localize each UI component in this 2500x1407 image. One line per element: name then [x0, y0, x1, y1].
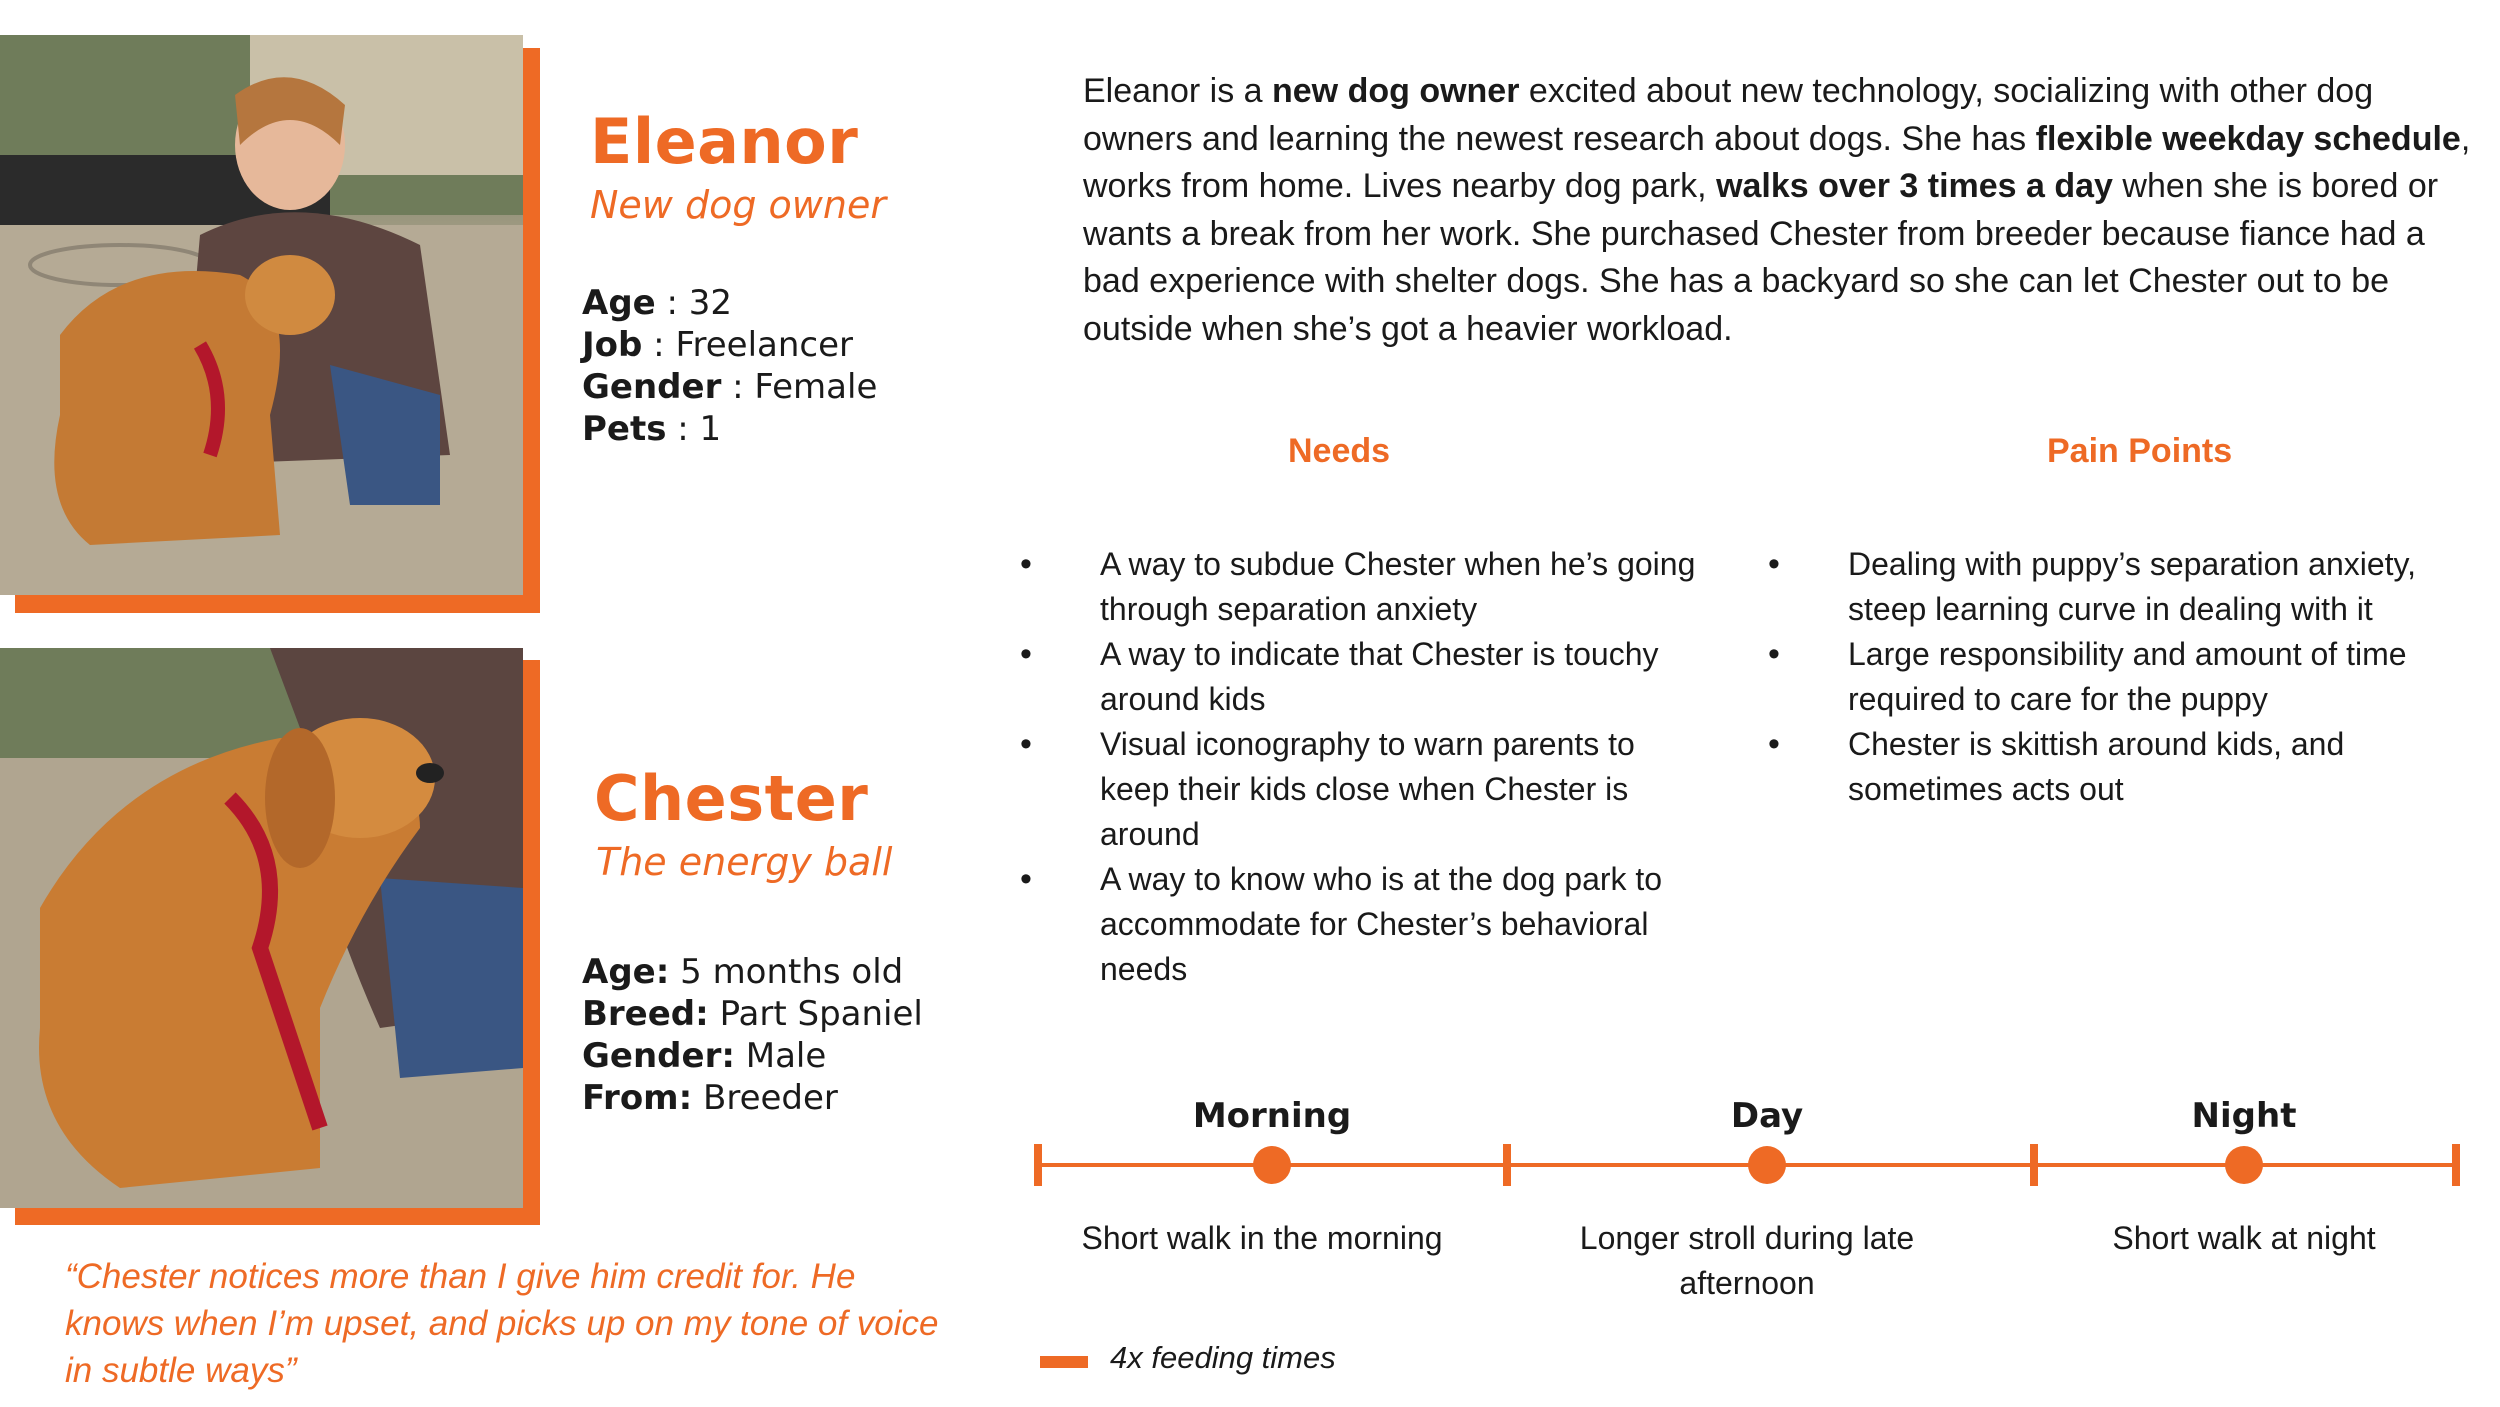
feeding-legend-swatch	[1040, 1356, 1088, 1368]
timeline-tick-start	[1034, 1144, 1042, 1186]
timeline-label-morning: Morning	[1192, 1096, 1352, 1136]
owner-facts	[582, 282, 877, 450]
bio-paragraph: Eleanor is a new dog owner excited about new technology, socializing with other dog owners and learning the newest research about dogs. She has flexible weekday schedule, works from home. Lives nearby dog park, walks over 3 times a day when she is bored or wants a break from her work. She purchased Chester from breeder because fiance had a bad experience with shelter dogs. She has a backyard so she can let Chester out to be outside when she’s got a heavier workload.	[1083, 72, 2471, 348]
chester-photo	[0, 648, 523, 1208]
needs-item: • A way to subdue Chester when he’s going through separation anxiety	[1020, 542, 1710, 632]
dog-fact-gender: Gender: Male	[582, 1036, 827, 1076]
bio-highlight-new-owner: new dog owner	[1272, 72, 1520, 110]
timeline-desc-morning: Short walk in the morning	[1081, 1220, 1443, 1256]
timeline-tick	[1503, 1144, 1511, 1186]
feeding-legend-label: 4x feeding times	[1110, 1340, 1336, 1375]
owner-fact-gender: Gender : Female	[582, 367, 878, 407]
timeline-desc-night: Short walk at night	[2112, 1220, 2376, 1256]
dog-facts	[582, 951, 923, 1119]
needs-item: • A way to know who is at the dog park to accommodate for Chester’s behavioral needs	[1020, 857, 1710, 992]
dog-fact-from: From: Breeder	[582, 1078, 838, 1118]
timeline-dot-night	[2225, 1146, 2263, 1184]
owner-fact-age: Age : 32	[582, 283, 733, 323]
pain-point-item: • Chester is skittish around kids, and sometimes acts out	[1768, 722, 2428, 812]
pain-point-item: • Large responsibility and amount of time required to care for the puppy	[1768, 632, 2428, 722]
timeline-tick-end	[2452, 1144, 2460, 1186]
timeline-label-night: Night	[2191, 1096, 2297, 1136]
bio-highlight-schedule: flexible weekday schedule	[2035, 119, 2461, 158]
dog-fact-breed: Breed: Part Spaniel	[582, 994, 923, 1034]
owner-fact-pets: Pets : 1	[582, 409, 722, 449]
timeline-desc-day: Longer stroll during late afternoon	[1579, 1220, 1915, 1301]
timeline-dot-day	[1748, 1146, 1786, 1184]
timeline-label-day: Day	[1730, 1096, 1804, 1136]
dog-name: Chester	[594, 762, 869, 835]
pain-point-item: • Dealing with puppy’s separation anxiety, steep learning curve in dealing with it	[1768, 542, 2428, 632]
bio-highlight-walks: walks over 3 times a day	[1716, 167, 2113, 205]
dog-role: The energy ball	[596, 840, 893, 884]
owner-quote: “Chester notices more than I give him credit for. He knows when I’m upset, and picks up on my tone of voice in subtle ways”	[65, 1257, 939, 1390]
timeline-tick	[2030, 1144, 2038, 1186]
owner-fact-job: Job : Freelancer	[582, 325, 854, 365]
owner-role: New dog owner	[590, 183, 886, 227]
owner-name: Eleanor	[590, 105, 859, 178]
pain-points-list	[1768, 542, 2428, 812]
dog-fact-age: Age: 5 months old	[582, 952, 904, 992]
needs-list	[1020, 542, 1710, 992]
needs-heading: Needs	[1288, 432, 1391, 470]
timeline-dot-morning	[1253, 1146, 1291, 1184]
eleanor-photo	[0, 35, 523, 595]
pain-points-heading: Pain Points	[2047, 432, 2233, 470]
needs-item: • A way to indicate that Chester is touchy around kids	[1020, 632, 1710, 722]
needs-item: • Visual iconography to warn parents to keep their kids close when Chester is around	[1020, 722, 1710, 857]
